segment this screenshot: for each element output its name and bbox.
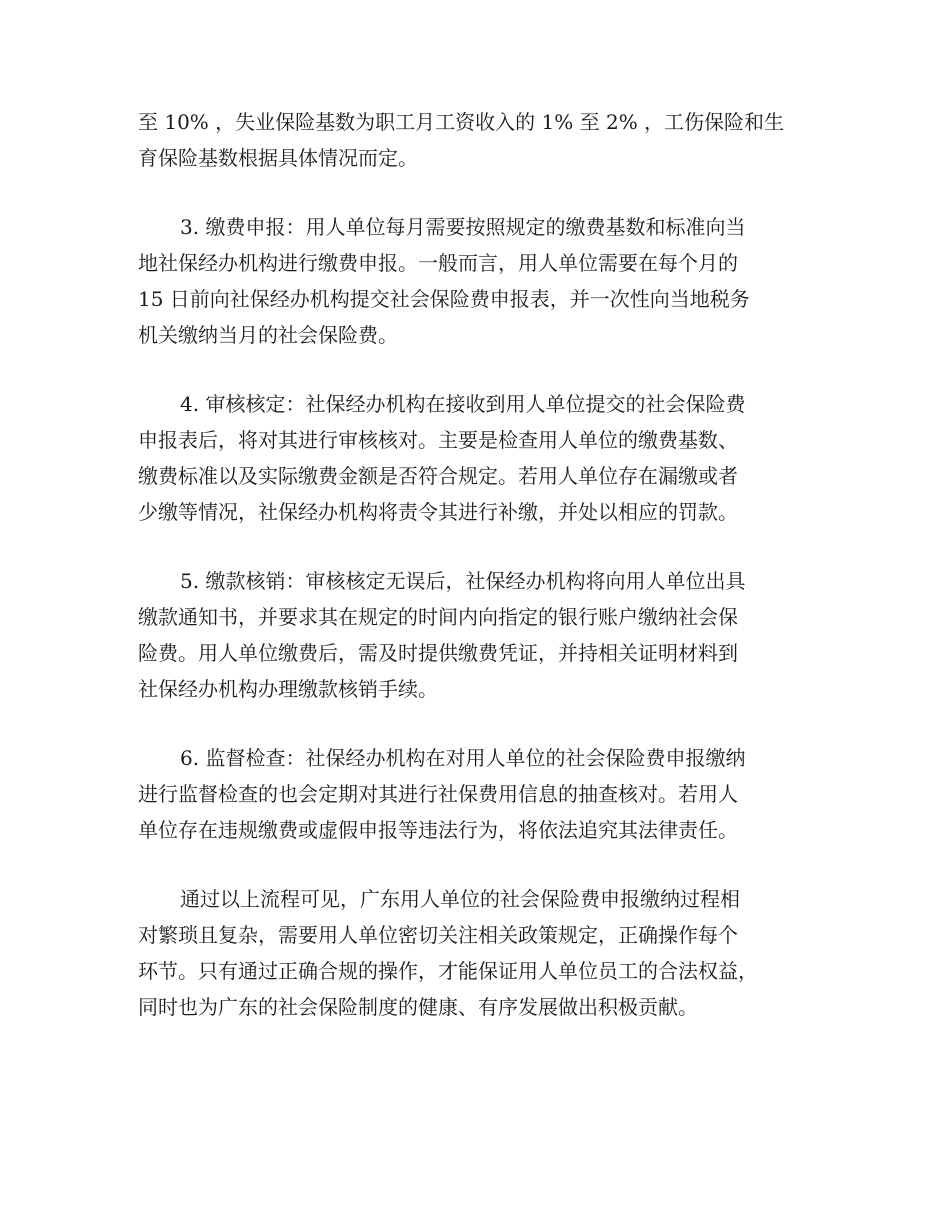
paragraph-payment-declaration	[138, 209, 838, 353]
document-body	[138, 104, 838, 1025]
paragraph-continuation	[138, 104, 838, 176]
text-line: 育保险基数根据具体情况而定。	[138, 146, 418, 170]
text-line: 地社保经办机构进行缴费申报。一般而言，用人单位需要在每个月的	[138, 251, 738, 275]
text-line: 3. 缴费申报：用人单位每月需要按照规定的缴费基数和标准向当	[180, 215, 746, 239]
text-line: 机关缴纳当月的社会保险费。	[138, 323, 398, 347]
text-line: 对繁琐且复杂，需要用人单位密切关注相关政策规定，正确操作每个	[138, 923, 738, 947]
text-line: 少缴等情况，社保经办机构将责令其进行补缴，并处以相应的罚款。	[138, 500, 738, 524]
text-line: 4. 审核核定：社保经办机构在接收到用人单位提交的社会保险费	[180, 392, 746, 416]
paragraph-payment-writeoff	[138, 563, 838, 707]
paragraph-supervision-inspection	[138, 740, 838, 848]
text-line: 申报表后，将对其进行审核核对。主要是检查用人单位的缴费基数、	[138, 428, 738, 452]
paragraph-review-verification	[138, 386, 838, 530]
text-line: 6. 监督检查：社保经办机构在对用人单位的社会保险费申报缴纳	[180, 746, 746, 770]
text-line: 5. 缴款核销：审核核定无误后，社保经办机构将向用人单位出具	[180, 569, 746, 593]
text-line: 同时也为广东的社会保险制度的健康、有序发展做出积极贡献。	[138, 995, 698, 1019]
text-line: 险费。用人单位缴费后，需及时提供缴费凭证，并持相关证明材料到	[138, 641, 738, 665]
text-line: 通过以上流程可见，广东用人单位的社会保险费申报缴纳过程相	[180, 887, 740, 911]
paragraph-conclusion	[138, 881, 838, 1025]
text-line: 缴款通知书，并要求其在规定的时间内向指定的银行账户缴纳社会保	[138, 605, 738, 629]
text-line: 15 日前向社保经办机构提交社会保险费申报表，并一次性向当地税务	[138, 287, 750, 311]
text-line: 缴费标准以及实际缴费金额是否符合规定。若用人单位存在漏缴或者	[138, 464, 738, 488]
text-line: 社保经办机构办理缴款核销手续。	[138, 677, 438, 701]
text-line: 进行监督检查的也会定期对其进行社保费用信息的抽查核对。若用人	[138, 782, 738, 806]
text-line: 单位存在违规缴费或虚假申报等违法行为，将依法追究其法律责任。	[138, 818, 738, 842]
text-line: 至 10% ，失业保险基数为职工月工资收入的 1% 至 2% ，工伤保险和生	[138, 110, 785, 134]
text-line: 环节。只有通过正确合规的操作，才能保证用人单位员工的合法权益，	[138, 959, 758, 983]
